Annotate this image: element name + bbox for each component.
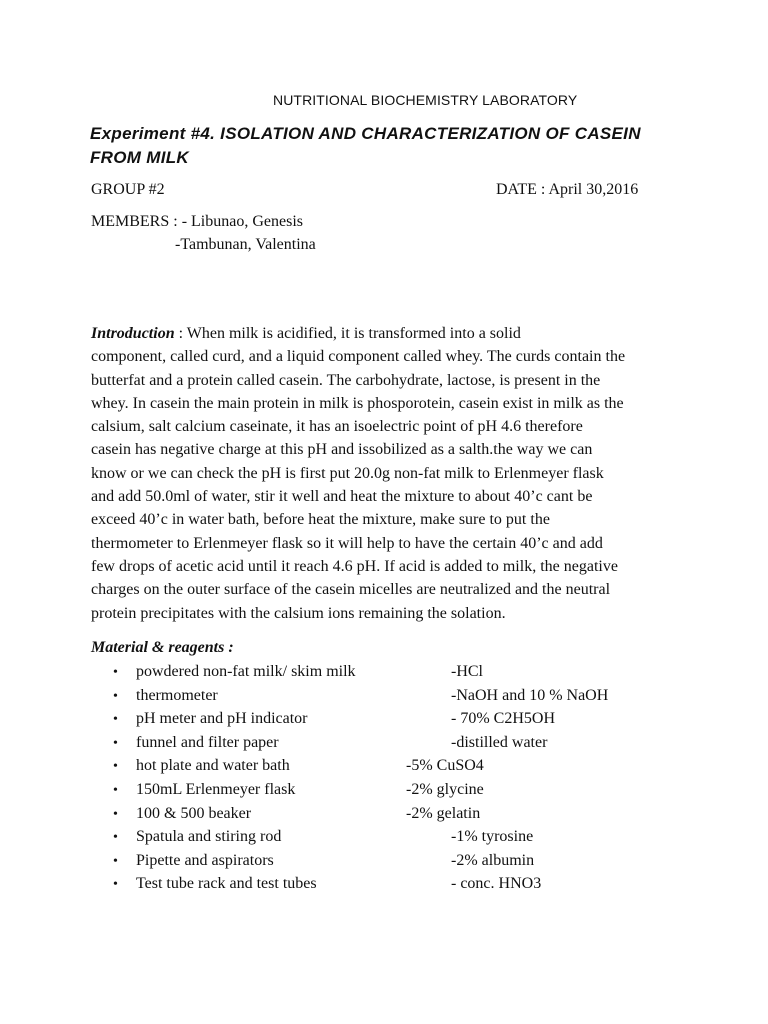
bullet-icon: • [113, 689, 118, 704]
bullet-icon: • [113, 783, 118, 798]
intro-line: few drops of acetic acid until it reach 4.6 pH. If acid is added to milk, the negative [91, 557, 618, 575]
materials-heading: Material & reagents : [91, 639, 234, 656]
bullet-icon: • [113, 736, 118, 751]
material-item: thermometer [136, 687, 218, 704]
reagent-item: -5% CuSO4 [406, 757, 484, 774]
intro-line: exceed 40’c in water bath, before heat the mixture, make sure to put the [91, 511, 550, 529]
group-label: GROUP #2 [91, 181, 165, 198]
bullet-icon: • [113, 712, 118, 727]
intro-line: butterfat and a protein called casein. The carbohydrate, lactose, is present in the [91, 371, 601, 389]
reagent-item: -2% glycine [406, 781, 484, 798]
reagent-item: -NaOH and 10 % NaOH [451, 687, 609, 704]
reagent-item: -HCl [451, 663, 483, 680]
intro-line: thermometer to Erlenmeyer flask so it will help to have the certain 40’c and add [91, 534, 603, 552]
material-item: 100 & 500 beaker [136, 805, 252, 822]
material-item: pH meter and pH indicator [136, 710, 308, 727]
material-item: Spatula and stiring rod [136, 828, 282, 845]
intro-line: calsium, salt calcium caseinate, it has an isoelectric point of pH 4.6 therefore [91, 418, 583, 436]
intro-line: casein has negative charge at this pH and issobilized as a salth.the way we can [91, 441, 593, 459]
intro-line: and add 50.0ml of water, stir it well and heat the mixture to about 40’c cant be [91, 488, 593, 506]
reagent-item: - 70% C2H5OH [451, 710, 555, 727]
experiment-title: Experiment #4. ISOLATION AND CHARACTERIZATION OF CASEIN FROM MILK [90, 124, 641, 167]
bullet-icon: • [113, 854, 118, 869]
material-item: powdered non-fat milk/ skim milk [136, 663, 356, 680]
members-line: MEMBERS : - Libunao, Genesis [91, 213, 303, 230]
bullet-icon: • [113, 807, 118, 822]
reagent-item: -2% gelatin [406, 805, 481, 822]
bullet-icon: • [113, 665, 118, 680]
intro-line: know or we can check the pH is first put 20.0g non-fat milk to Erlenmeyer flask [91, 464, 604, 482]
material-item: Pipette and aspirators [136, 852, 274, 869]
reagent-item: -2% albumin [451, 852, 535, 869]
lab-heading: NUTRITIONAL BIOCHEMISTRY LABORATORY [273, 92, 578, 108]
reagent-item: -distilled water [451, 734, 548, 751]
intro-line-1 [91, 322, 691, 345]
intro-text: : When milk is acidified, it is transformed into a solid [174, 325, 521, 342]
introduction-paragraph [91, 322, 691, 625]
bullet-icon: • [113, 830, 118, 845]
introduction-label: Introduction [91, 325, 175, 342]
intro-line: charges on the outer surface of the casein micelles are neutralized and the neutral [91, 581, 611, 599]
material-item: Test tube rack and test tubes [136, 875, 317, 892]
reagent-item: -1% tyrosine [451, 828, 534, 845]
bullet-icon: • [113, 877, 118, 892]
date-label: DATE : April 30,2016 [496, 181, 639, 198]
intro-line: protein precipitates with the calsium ions remaining the solation. [91, 604, 506, 622]
bullet-icon: • [113, 759, 118, 774]
intro-line: whey. In casein the main protein in milk is phosporotein, casein exist in milk as the [91, 394, 624, 412]
material-item: 150mL Erlenmeyer flask [136, 781, 296, 798]
material-item: funnel and filter paper [136, 734, 279, 751]
reagent-item: - conc. HNO3 [451, 875, 542, 892]
member-2: -Tambunan, Valentina [175, 236, 316, 253]
material-item: hot plate and water bath [136, 757, 290, 774]
intro-line: component, called curd, and a liquid component called whey. The curds contain the [91, 348, 626, 366]
